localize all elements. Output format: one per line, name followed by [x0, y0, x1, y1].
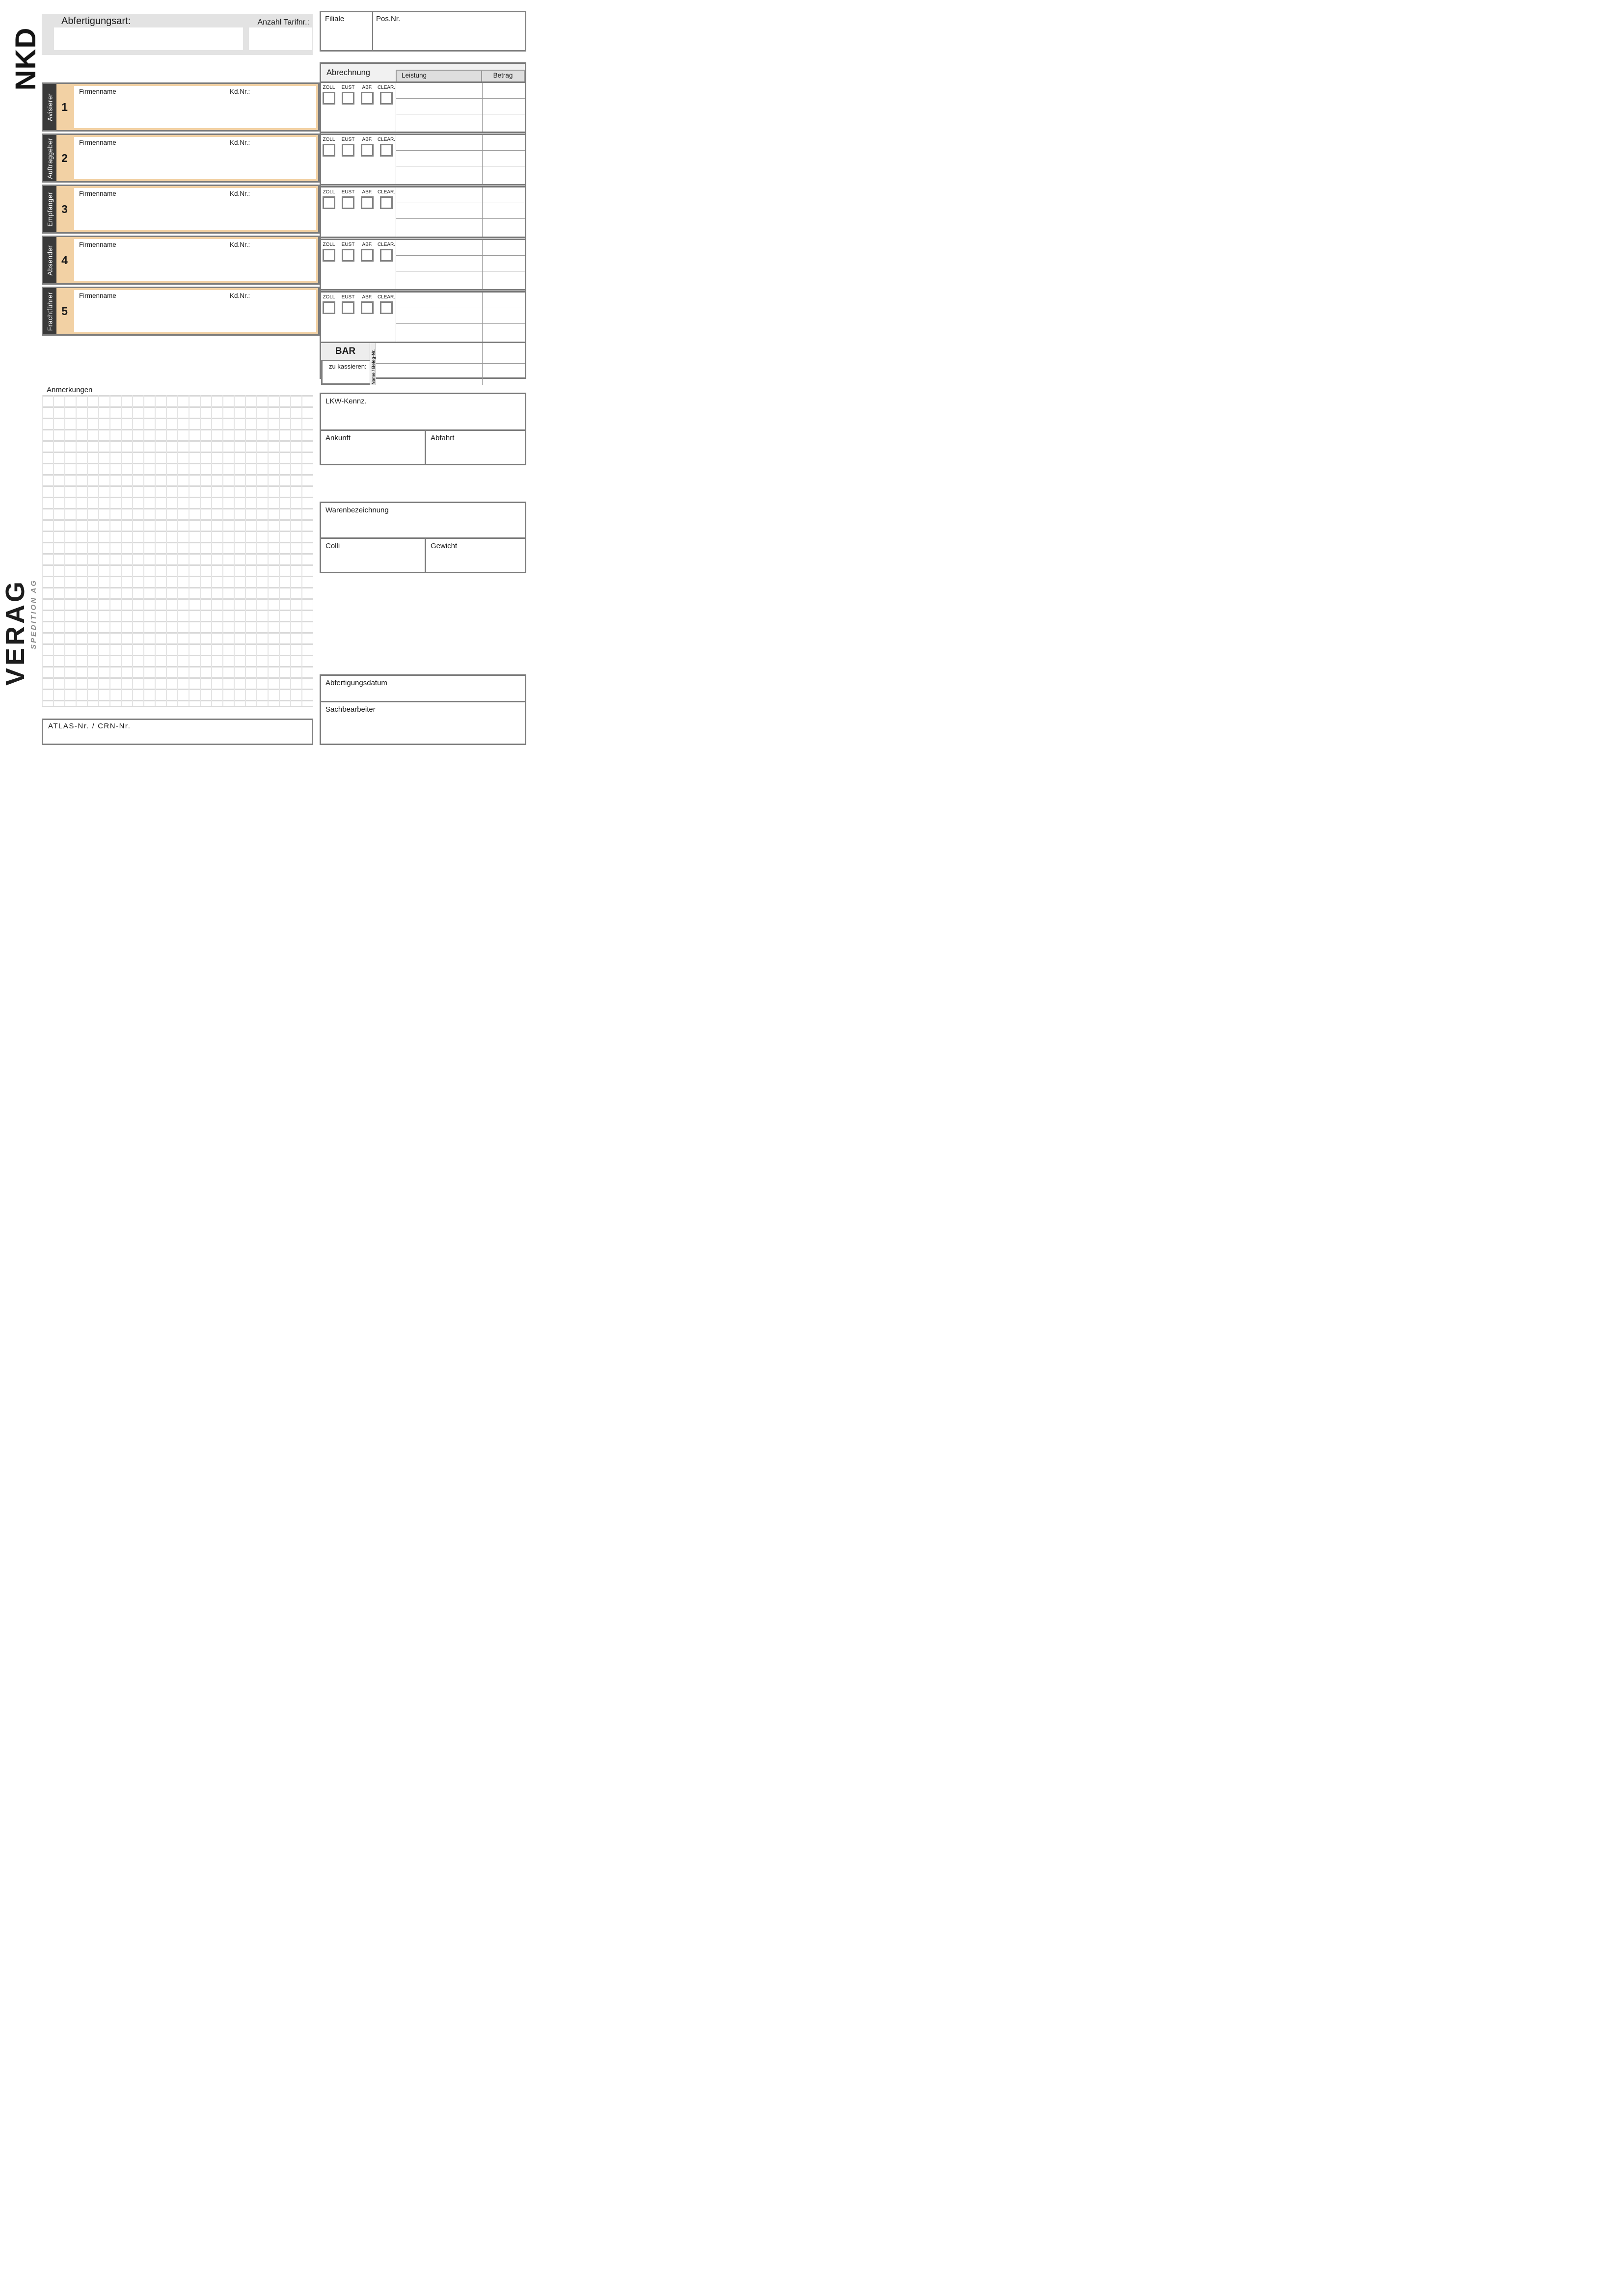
abf-label: ABF.	[362, 85, 373, 90]
party-block-frachtfuehrer	[42, 287, 320, 336]
abrechnung-column-headers	[396, 70, 525, 81]
eust-label: EUST	[341, 242, 355, 247]
party-block-auftraggeber	[42, 133, 320, 183]
zu-kassieren-box[interactable]	[321, 360, 371, 385]
eust-checkbox[interactable]	[342, 144, 354, 157]
atlas-crn-box[interactable]	[42, 719, 313, 745]
party-address-area[interactable]	[74, 290, 316, 332]
zoll-checkbox[interactable]	[323, 196, 335, 209]
firmenname-label: Firmenname	[79, 241, 116, 248]
abfahrt-cell[interactable]	[426, 431, 525, 464]
nkd-logo-text: NKD	[10, 27, 42, 91]
party-number: 5	[61, 304, 68, 318]
kdnr-label: Kd.Nr.:	[230, 190, 250, 197]
party-role-label: Frachtführer	[46, 292, 54, 331]
firmenname-label: Firmenname	[79, 139, 116, 146]
party-role-label: Avisierer	[46, 93, 54, 121]
leistung-row[interactable]	[396, 135, 525, 151]
waren-box	[320, 502, 526, 573]
verag-logo-text: VERAG	[0, 579, 30, 686]
posnr-label: Pos.Nr.	[376, 15, 401, 23]
zoll-label: ZOLL	[323, 242, 335, 247]
zu-kassieren-label: zu kassieren:	[329, 363, 367, 370]
anmerkungen-grid[interactable]	[42, 395, 313, 707]
abf-checkbox[interactable]	[361, 301, 374, 314]
party-address-area[interactable]	[74, 188, 316, 230]
party-role-strip	[43, 186, 56, 232]
abfertigungsdatum-label: Abfertigungsdatum	[325, 679, 387, 687]
verag-logo	[0, 579, 42, 726]
leistung-betrag-rows	[396, 187, 525, 237]
leistung-row[interactable]	[396, 240, 525, 256]
party-address-area[interactable]	[74, 239, 316, 281]
filiale-posnr-box	[320, 11, 526, 52]
betrag-column-divider	[482, 83, 483, 132]
abf-checkbox[interactable]	[361, 144, 374, 157]
leistung-column-header: Leistung	[397, 71, 482, 81]
colli-cell[interactable]	[321, 539, 426, 572]
bar-row[interactable]	[376, 364, 525, 385]
clear-checkbox[interactable]	[380, 92, 393, 105]
eust-label: EUST	[341, 189, 355, 195]
eust-checkbox[interactable]	[342, 249, 354, 262]
zoll-checkbox[interactable]	[323, 144, 335, 157]
kdnr-label: Kd.Nr.:	[230, 88, 250, 95]
leistung-row[interactable]	[396, 219, 525, 235]
party-number: 1	[61, 100, 68, 113]
eust-label: EUST	[341, 294, 355, 300]
party-role-label: Empfänger	[46, 191, 54, 227]
anmerkungen-label: Anmerkungen	[47, 386, 93, 394]
leistung-row[interactable]	[396, 203, 525, 219]
leistung-row[interactable]	[396, 166, 525, 183]
abfertigungsart-section	[42, 14, 313, 55]
leistung-row[interactable]	[396, 99, 525, 114]
party-role-strip	[43, 237, 56, 283]
checkbox-zone	[321, 83, 396, 132]
leistung-betrag-rows	[396, 293, 525, 342]
warenbezeichnung-cell[interactable]	[321, 503, 525, 539]
abrechnung-header	[321, 64, 525, 83]
zoll-label: ZOLL	[323, 85, 335, 90]
abrechnung-block-5	[321, 293, 525, 343]
clear-checkbox[interactable]	[380, 301, 393, 314]
party-role-strip	[43, 135, 56, 181]
leistung-betrag-rows	[396, 240, 525, 289]
party-number: 2	[61, 151, 68, 164]
name-beleg-strip	[370, 343, 376, 385]
zoll-label: ZOLL	[323, 189, 335, 195]
clear-label: CLEAR.	[377, 242, 396, 247]
firmenname-label: Firmenname	[79, 292, 116, 299]
abrechnung-section	[320, 62, 526, 384]
lkw-box	[320, 393, 526, 465]
sachbearbeiter-label: Sachbearbeiter	[325, 705, 376, 714]
bar-section	[321, 343, 525, 385]
anzahl-tarifnr-label: Anzahl Tarifnr.:	[257, 18, 309, 27]
betrag-column-divider	[482, 293, 483, 342]
abfertigung-box	[320, 674, 526, 745]
ankunft-cell[interactable]	[321, 431, 426, 464]
abfertigungsart-label: Abfertigungsart:	[61, 16, 131, 27]
checkbox-zone	[321, 187, 396, 237]
checkbox-zone	[321, 135, 396, 184]
party-block-avisierer	[42, 82, 320, 132]
zoll-label: ZOLL	[323, 294, 335, 300]
party-block-empfaenger	[42, 185, 320, 234]
clear-label: CLEAR.	[377, 189, 396, 195]
atlas-crn-label: ATLAS-Nr. / CRN-Nr.	[48, 722, 131, 730]
filiale-label: Filiale	[325, 15, 345, 23]
checkbox-zone	[321, 293, 396, 342]
leistung-row[interactable]	[396, 83, 525, 99]
posnr-input[interactable]	[373, 24, 525, 50]
anzahl-tarifnr-input[interactable]	[249, 27, 312, 50]
leistung-betrag-rows	[396, 83, 525, 132]
betrag-column-divider	[482, 343, 483, 385]
betrag-column-header: Betrag	[493, 72, 513, 79]
eust-checkbox[interactable]	[342, 301, 354, 314]
party-block-absender	[42, 236, 320, 285]
abfertigungsdatum-cell[interactable]	[321, 676, 525, 702]
nkd-logo	[11, 12, 41, 106]
eust-label: EUST	[341, 85, 355, 90]
abrechnung-block-1	[321, 83, 525, 133]
party-address-area[interactable]	[74, 86, 316, 128]
eust-checkbox[interactable]	[342, 196, 354, 209]
kdnr-label: Kd.Nr.:	[230, 292, 250, 299]
party-address-area[interactable]	[74, 137, 316, 179]
eust-checkbox[interactable]	[342, 92, 354, 105]
abf-label: ABF.	[362, 294, 373, 300]
abrechnung-block-4	[321, 240, 525, 291]
abf-label: ABF.	[362, 242, 373, 247]
leistung-row[interactable]	[396, 187, 525, 203]
clear-label: CLEAR.	[377, 294, 396, 300]
leistung-row[interactable]	[396, 324, 525, 340]
party-role-label: Absender	[46, 245, 54, 275]
leistung-row[interactable]	[396, 308, 525, 324]
abf-checkbox[interactable]	[361, 92, 374, 105]
verag-logo-subtext: SPEDITION AG	[29, 579, 38, 649]
name-beleg-label: Name / Beleg-Nr.	[370, 349, 376, 384]
abrechnung-block-3	[321, 187, 525, 238]
clear-checkbox[interactable]	[380, 196, 393, 209]
kdnr-label: Kd.Nr.:	[230, 139, 250, 146]
abf-label: ABF.	[362, 189, 373, 195]
zoll-checkbox[interactable]	[323, 249, 335, 262]
leistung-row[interactable]	[396, 271, 525, 288]
clear-checkbox[interactable]	[380, 249, 393, 262]
leistung-row[interactable]	[396, 256, 525, 271]
filiale-input[interactable]	[321, 24, 372, 50]
zoll-checkbox[interactable]	[323, 301, 335, 314]
ankunft-label: Ankunft	[325, 434, 351, 442]
abrechnung-title: Abrechnung	[326, 68, 370, 77]
clear-label: CLEAR.	[377, 85, 396, 90]
kdnr-label: Kd.Nr.:	[230, 241, 250, 248]
party-role-label: Auftraggeber	[46, 137, 54, 179]
abf-checkbox[interactable]	[361, 249, 374, 262]
leistung-row[interactable]	[396, 114, 525, 130]
leistung-row[interactable]	[396, 293, 525, 308]
zoll-checkbox[interactable]	[323, 92, 335, 105]
leistung-betrag-rows	[396, 135, 525, 184]
gewicht-label: Gewicht	[431, 542, 458, 550]
warenbezeichnung-label: Warenbezeichnung	[325, 506, 389, 514]
betrag-column-divider	[482, 187, 483, 237]
party-role-strip	[43, 84, 56, 130]
lkw-kennz-label: LKW-Kennz.	[325, 397, 367, 405]
checkbox-zone	[321, 240, 396, 289]
betrag-column-divider	[482, 240, 483, 289]
bar-rows	[376, 343, 525, 385]
colli-label: Colli	[325, 542, 340, 550]
party-number: 3	[61, 202, 68, 215]
firmenname-label: Firmenname	[79, 190, 116, 197]
abfahrt-label: Abfahrt	[431, 434, 455, 442]
abf-checkbox[interactable]	[361, 196, 374, 209]
abfertigungsart-input[interactable]	[54, 27, 243, 50]
clear-checkbox[interactable]	[380, 144, 393, 157]
betrag-column-divider	[482, 135, 483, 184]
clear-label: CLEAR.	[377, 137, 396, 142]
bar-row[interactable]	[376, 343, 525, 364]
zoll-label: ZOLL	[323, 137, 335, 142]
speditionsauftrag-form	[0, 0, 541, 765]
abf-label: ABF.	[362, 137, 373, 142]
party-number: 4	[61, 253, 68, 267]
party-role-strip	[43, 288, 56, 334]
leistung-row[interactable]	[396, 151, 525, 166]
lkw-kennz-cell[interactable]	[321, 394, 525, 431]
firmenname-label: Firmenname	[79, 88, 116, 95]
bar-title: BAR	[321, 343, 370, 360]
sachbearbeiter-cell[interactable]	[321, 702, 525, 744]
gewicht-cell[interactable]	[426, 539, 525, 572]
abrechnung-block-2	[321, 135, 525, 186]
eust-label: EUST	[341, 137, 355, 142]
